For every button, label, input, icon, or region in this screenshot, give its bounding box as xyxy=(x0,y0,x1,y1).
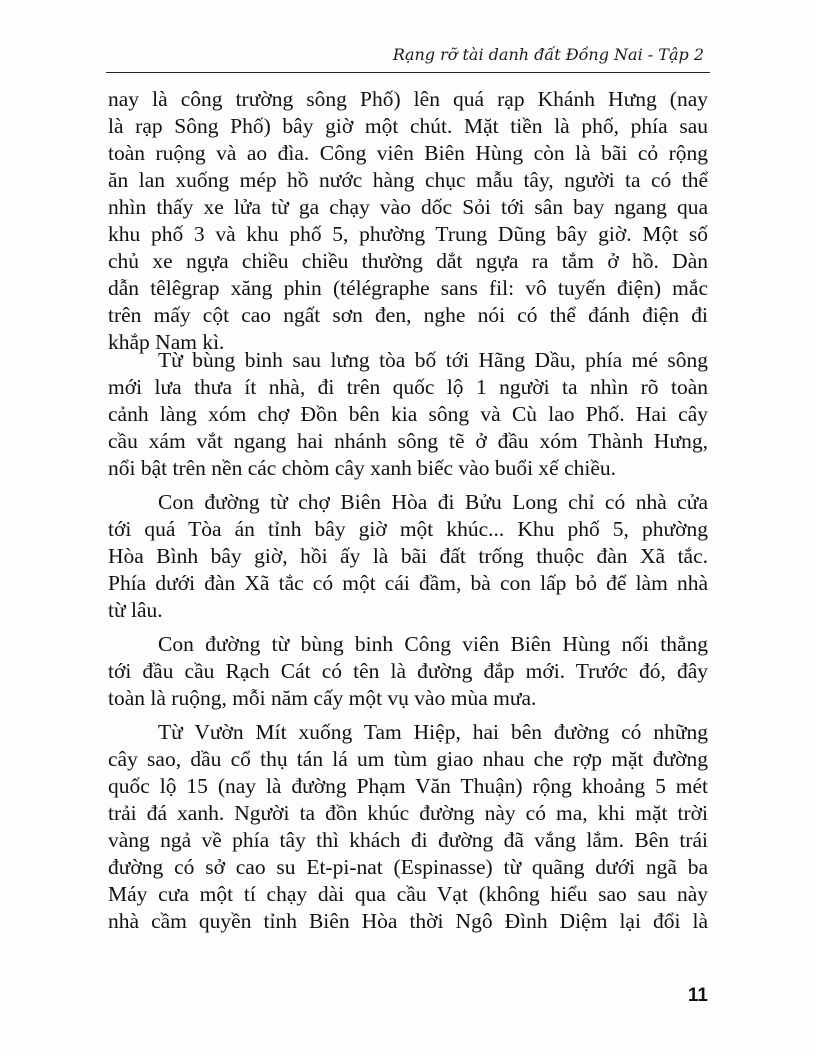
header-rule xyxy=(106,72,710,73)
text-line: từ lâu. xyxy=(108,598,163,622)
text-line: vàng ngả về phía tây thì khách đi đường đã vắng lắm. Bên trái xyxy=(108,828,708,852)
text-line: Hòa Bình bây giờ, hồi ấy là bãi đất trống thuộc đàn Xã tắc. xyxy=(108,544,708,568)
paragraph-4 xyxy=(108,631,708,712)
paragraph-2 xyxy=(108,347,708,482)
text-line: trải đá xanh. Người ta đồn khúc đường này có ma, khi mặt trời xyxy=(108,801,708,825)
text-line: Từ Vườn Mít xuống Tam Hiệp, hai bên đường có những xyxy=(158,720,708,744)
paragraph-3 xyxy=(108,489,708,624)
text-line: tới đầu cầu Rạch Cát có tên là đường đắp mới. Trước đó, đây xyxy=(108,659,708,683)
text-line: khắp Nam kì. xyxy=(108,330,225,354)
text-line: khu phố 3 và khu phố 5, phường Trung Dũng bây giờ. Một số xyxy=(108,222,708,246)
text-line: nhìn thấy xe lửa từ ga chạy vào dốc Sỏi tới sân bay ngang qua xyxy=(108,195,708,219)
text-line: trên mấy cột cao ngất sơn đen, nghe nói có thể đánh điện đi xyxy=(108,303,708,327)
running-header-title: Rạng rỡ tài danh đất Đồng Nai - Tập 2 xyxy=(392,45,704,64)
paragraph-1 xyxy=(108,86,708,356)
text-line: Máy cưa một tí chạy dài qua cầu Vạt (không hiểu sao sau này xyxy=(108,882,708,906)
text-line: Phía dưới đàn Xã tắc có một cái đầm, bà con lấp bỏ để làm nhà xyxy=(108,571,708,595)
text-line: toàn là ruộng, mỗi năm cấy một vụ vào mùa mưa. xyxy=(108,686,537,710)
text-line: cây sao, dầu cổ thụ tán lá um tùm giao nhau che rợp mặt đường xyxy=(108,747,708,771)
text-line: nhà cầm quyền tỉnh Biên Hòa thời Ngô Đình Diệm lại đổi là xyxy=(108,909,708,933)
text-line: cầu xám vắt ngang hai nhánh sông tẽ ở đầu xóm Thành Hưng, xyxy=(108,429,708,453)
text-line: nay là công trường sông Phố) lên quá rạp Khánh Hưng (nay xyxy=(108,87,708,111)
page-number: 11 xyxy=(687,985,708,1006)
text-line: Con đường từ chợ Biên Hòa đi Bửu Long chỉ có nhà cửa xyxy=(158,490,708,514)
text-line: là rạp Sông Phố) bây giờ một chút. Mặt tiền là phố, phía sau xyxy=(108,114,708,138)
text-line: tới quá Tòa án tỉnh bây giờ một khúc... Khu phố 5, phường xyxy=(108,517,708,541)
text-line: dẫn têlêgrap xăng phin (télégraphe sans fil: vô tuyến điện) mắc xyxy=(108,276,708,300)
text-line: Từ bùng binh sau lưng tòa bố tới Hãng Dầu, phía mé sông xyxy=(158,348,708,372)
text-line: cảnh làng xóm chợ Đồn bên kia sông và Cù lao Phố. Hai cây xyxy=(108,402,708,426)
text-line: toàn ruộng và ao đìa. Công viên Biên Hùng còn là bãi cỏ rộng xyxy=(108,141,708,165)
paragraph-5 xyxy=(108,719,708,935)
text-line: chủ xe ngựa chiều chiều thường dắt ngựa ra tắm ở hồ. Dàn xyxy=(108,249,708,273)
text-line: mới lưa thưa ít nhà, đi trên quốc lộ 1 người ta nhìn rõ toàn xyxy=(108,375,708,399)
text-line: Con đường từ bùng binh Công viên Biên Hùng nối thẳng xyxy=(158,632,708,656)
text-line: ăn lan xuống mép hồ nước hàng chục mẫu tây, người ta có thể xyxy=(108,168,708,192)
text-line: đường có sở cao su Et-pi-nat (Espinasse) từ quãng dưới ngã ba xyxy=(108,855,708,879)
text-line: nổi bật trên nền các chòm cây xanh biếc vào buổi xế chiều. xyxy=(108,456,617,480)
text-line: quốc lộ 15 (nay là đường Phạm Văn Thuận) rộng khoảng 5 mét xyxy=(108,774,708,798)
